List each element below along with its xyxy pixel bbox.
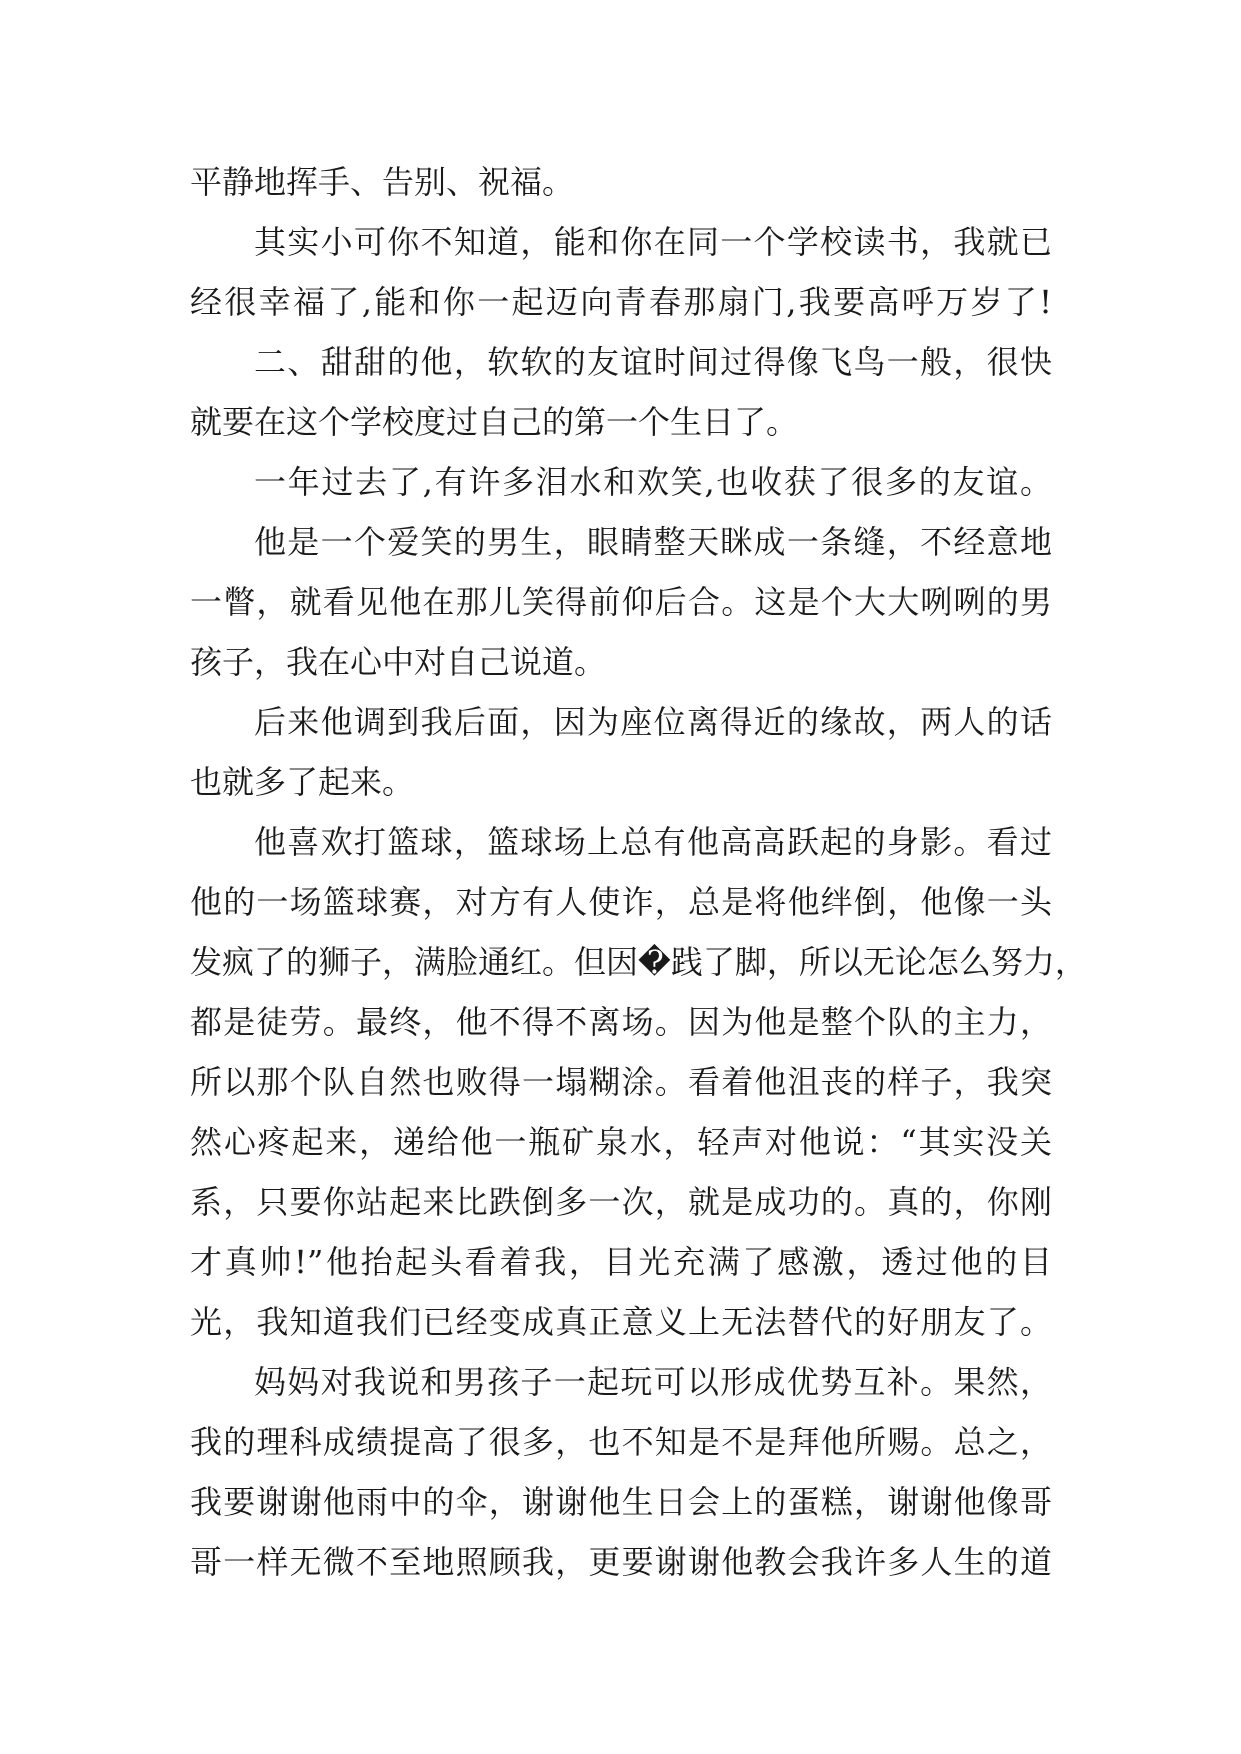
- text-line: 所以那个队自然也败得一塌糊涂。看着他沮丧的样子，我突: [190, 1063, 1052, 1101]
- paragraph-first-line: 他喜欢打篮球，篮球场上总有他高高跃起的身影。看过: [254, 823, 1052, 861]
- text-line: 然心疼起来，递给他一瓶矿泉水，轻声对他说：“其实没关: [190, 1123, 1052, 1161]
- text-line: 系，只要你站起来比跌倒多一次，就是成功的。真的，你刚: [190, 1183, 1052, 1221]
- text-line: 他的一场篮球赛，对方有人使诈，总是将他绊倒，他像一头: [190, 883, 1052, 921]
- text-line: 我的理科成绩提高了很多，也不知是不是拜他所赐。总之，: [190, 1423, 1052, 1461]
- text-line: 我要谢谢他雨中的伞，谢谢他生日会上的蛋糕，谢谢他像哥: [190, 1483, 1052, 1521]
- body-text: [190, 152, 1087, 1592]
- paragraph-first-line: 二、甜甜的他，软软的友谊时间过得像飞鸟一般，很快: [254, 343, 1052, 381]
- paragraph-first-line: 一年过去了,有许多泪水和欢笑,也收获了很多的友谊。: [254, 463, 1052, 501]
- text-line: 光，我知道我们已经变成真正意义上无法替代的好朋友了。: [190, 1303, 1052, 1341]
- text-line: 孩子，我在心中对自己说道。: [190, 643, 607, 681]
- text-line: 才真帅!”他抬起头看着我，目光充满了感激，透过他的目: [190, 1243, 1052, 1281]
- text-line: 平静地挥手、告别、祝福。: [190, 163, 575, 201]
- text-line: 一瞥，就看见他在那儿笑得前仰后合。这是个大大咧咧的男: [190, 583, 1052, 621]
- paragraph-first-line: 后来他调到我后面，因为座位离得近的缘故，两人的话: [254, 703, 1052, 741]
- paragraph-first-line: 他是一个爱笑的男生，眼睛整天眯成一条缝，不经意地: [254, 523, 1052, 561]
- paragraph-first-line: 其实小可你不知道，能和你在同一个学校读书，我就已: [254, 223, 1052, 261]
- text-line: 哥一样无微不至地照顾我，更要谢谢他教会我许多人生的道: [190, 1543, 1052, 1581]
- text-line: 发疯了的狮子，满脸通红。但因�践了脚，所以无论怎么努力，: [190, 943, 1087, 981]
- paragraph-first-line: 妈妈对我说和男孩子一起玩可以形成优势互补。果然，: [254, 1363, 1052, 1401]
- text-line: 也就多了起来。: [190, 763, 415, 801]
- text-line: 就要在这个学校度过自己的第一个生日了。: [190, 403, 799, 441]
- text-line: 都是徒劳。最终，他不得不离场。因为他是整个队的主力，: [190, 1003, 1052, 1041]
- text-line: 经很幸福了,能和你一起迈向青春那扇门,我要高呼万岁了!: [190, 283, 1052, 321]
